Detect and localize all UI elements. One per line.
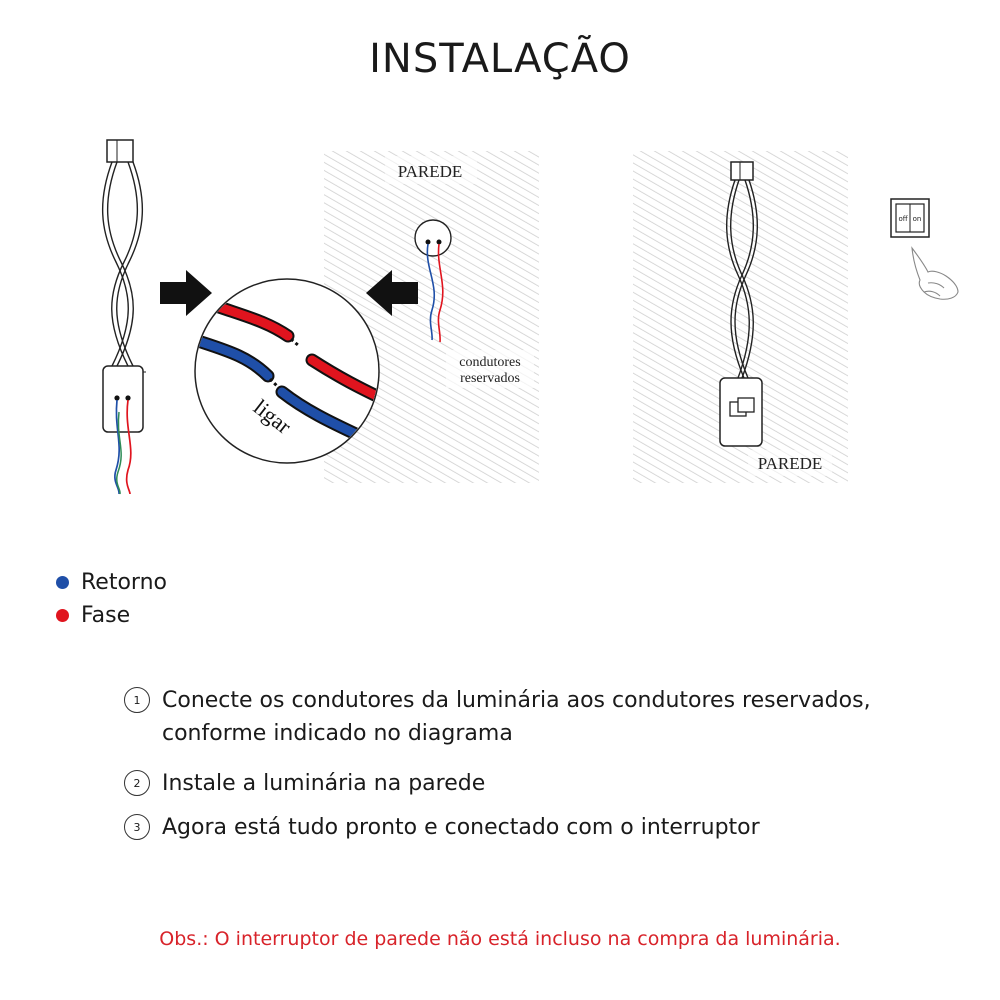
terminal-red bbox=[125, 395, 130, 400]
arrow-right-icon bbox=[160, 270, 212, 316]
pointing-hand-icon bbox=[912, 248, 958, 299]
legend-item-fase bbox=[56, 603, 130, 628]
step-number-3: 3 bbox=[124, 814, 150, 840]
luminaire-left bbox=[103, 140, 146, 494]
wall-label-2: PAREDE bbox=[757, 454, 823, 473]
step-3 bbox=[124, 811, 760, 844]
legend-item-retorno bbox=[56, 570, 167, 595]
step-2-text: Instale a luminária na parede bbox=[162, 771, 486, 796]
step-1-line-2: conforme indicado no diagrama bbox=[162, 721, 513, 746]
step-1-line-1: Conecte os condutores da luminária aos condutores reservados, bbox=[162, 688, 871, 713]
step-2 bbox=[124, 767, 485, 800]
reserved-conductors-label-2: reservados bbox=[460, 371, 520, 386]
note-switch-not-included: Obs.: O interruptor de parede não está incluso na compra da luminária. bbox=[159, 928, 841, 950]
legend-dot-red bbox=[56, 609, 69, 622]
step-3-text: Agora está tudo pronto e conectado com o interruptor bbox=[162, 815, 760, 840]
switch-on-label: on bbox=[912, 215, 922, 223]
page-title: INSTALAÇÃO bbox=[369, 36, 631, 82]
step-1 bbox=[124, 684, 871, 750]
legend-label-fase: Fase bbox=[81, 603, 131, 628]
connect-label: ligar bbox=[248, 394, 297, 439]
junction-box bbox=[103, 366, 143, 432]
step-number-2: 2 bbox=[124, 770, 150, 796]
legend-dot-blue bbox=[56, 576, 69, 589]
wall-switch bbox=[891, 199, 929, 237]
step-number-1: 1 bbox=[124, 687, 150, 713]
wall-label-1: PAREDE bbox=[397, 162, 463, 181]
terminal-blue bbox=[114, 395, 119, 400]
switch-off-label: off bbox=[898, 215, 908, 223]
reserved-conductors-label-1: condutores bbox=[459, 355, 521, 370]
legend-label-retorno: Retorno bbox=[81, 570, 167, 595]
